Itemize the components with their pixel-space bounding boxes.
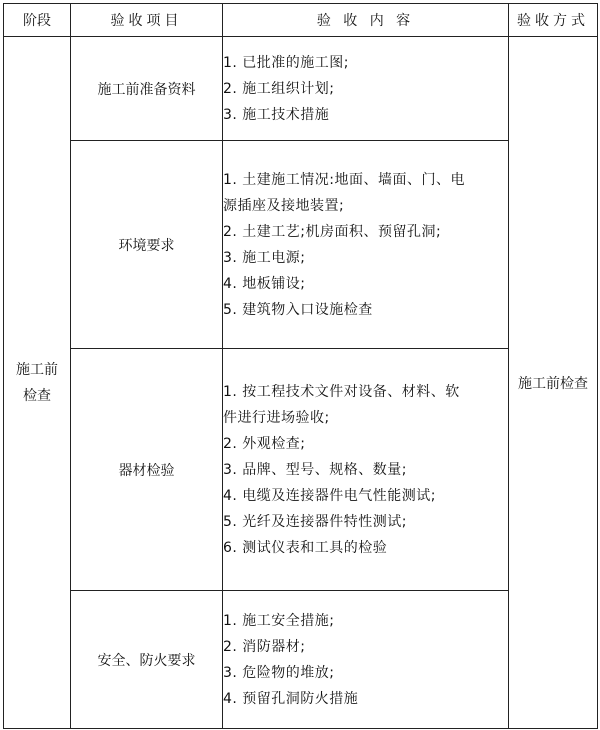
content-line: 1. 按工程技术文件对设备、材料、软	[223, 383, 460, 400]
item-cell: 环境要求	[71, 141, 223, 349]
content-line: 2. 土建工艺;机房面积、预留孔洞;	[223, 223, 442, 240]
content-line: 3. 品牌、型号、规格、数量;	[223, 461, 408, 478]
content-cell	[223, 37, 509, 141]
content-line: 3. 施工电源;	[223, 249, 306, 266]
header-stage: 阶段	[4, 4, 71, 37]
content-line: 4. 电缆及连接器件电气性能测试;	[223, 487, 437, 504]
content-cell	[223, 591, 509, 729]
content-line: 3. 施工技术措施	[223, 106, 330, 123]
content-cell	[223, 349, 509, 591]
table-row	[4, 141, 598, 349]
header-item: 验收项目	[71, 4, 223, 37]
content-cell	[223, 141, 509, 349]
content-line: 6. 测试仪表和工具的检验	[223, 539, 388, 556]
content-line: 2. 施工组织计划;	[223, 80, 335, 97]
header-method: 验收方式	[509, 4, 598, 37]
content-line: 1. 已批准的施工图;	[223, 54, 350, 71]
item-cell: 安全、防火要求	[71, 591, 223, 729]
content-line: 源插座及接地装置;	[223, 197, 345, 214]
content-line: 2. 外观检查;	[223, 435, 306, 452]
table-row	[4, 591, 598, 729]
table-row	[4, 349, 598, 591]
content-line: 2. 消防器材;	[223, 638, 306, 655]
method-cell: 施工前检查	[509, 37, 598, 729]
header-row	[4, 4, 598, 37]
content-line: 1. 土建施工情况:地面、墙面、门、电	[223, 171, 466, 188]
stage-line-1: 施工前	[16, 361, 58, 378]
item-cell: 器材检验	[71, 349, 223, 591]
header-content: 验 收 内 容	[223, 4, 509, 37]
content-line: 5. 光纤及连接器件特性测试;	[223, 513, 408, 530]
content-line: 5. 建筑物入口设施检查	[223, 301, 373, 318]
acceptance-table	[3, 3, 598, 729]
content-line: 4. 预留孔洞防火措施	[223, 690, 359, 707]
table-row	[4, 37, 598, 141]
stage-line-2: 检查	[23, 387, 51, 404]
content-line: 4. 地板铺设;	[223, 275, 306, 292]
stage-cell	[4, 37, 71, 729]
content-line: 1. 施工安全措施;	[223, 612, 335, 629]
content-line: 件进行进场验收;	[223, 409, 330, 426]
content-line: 3. 危险物的堆放;	[223, 664, 335, 681]
item-cell: 施工前准备资料	[71, 37, 223, 141]
